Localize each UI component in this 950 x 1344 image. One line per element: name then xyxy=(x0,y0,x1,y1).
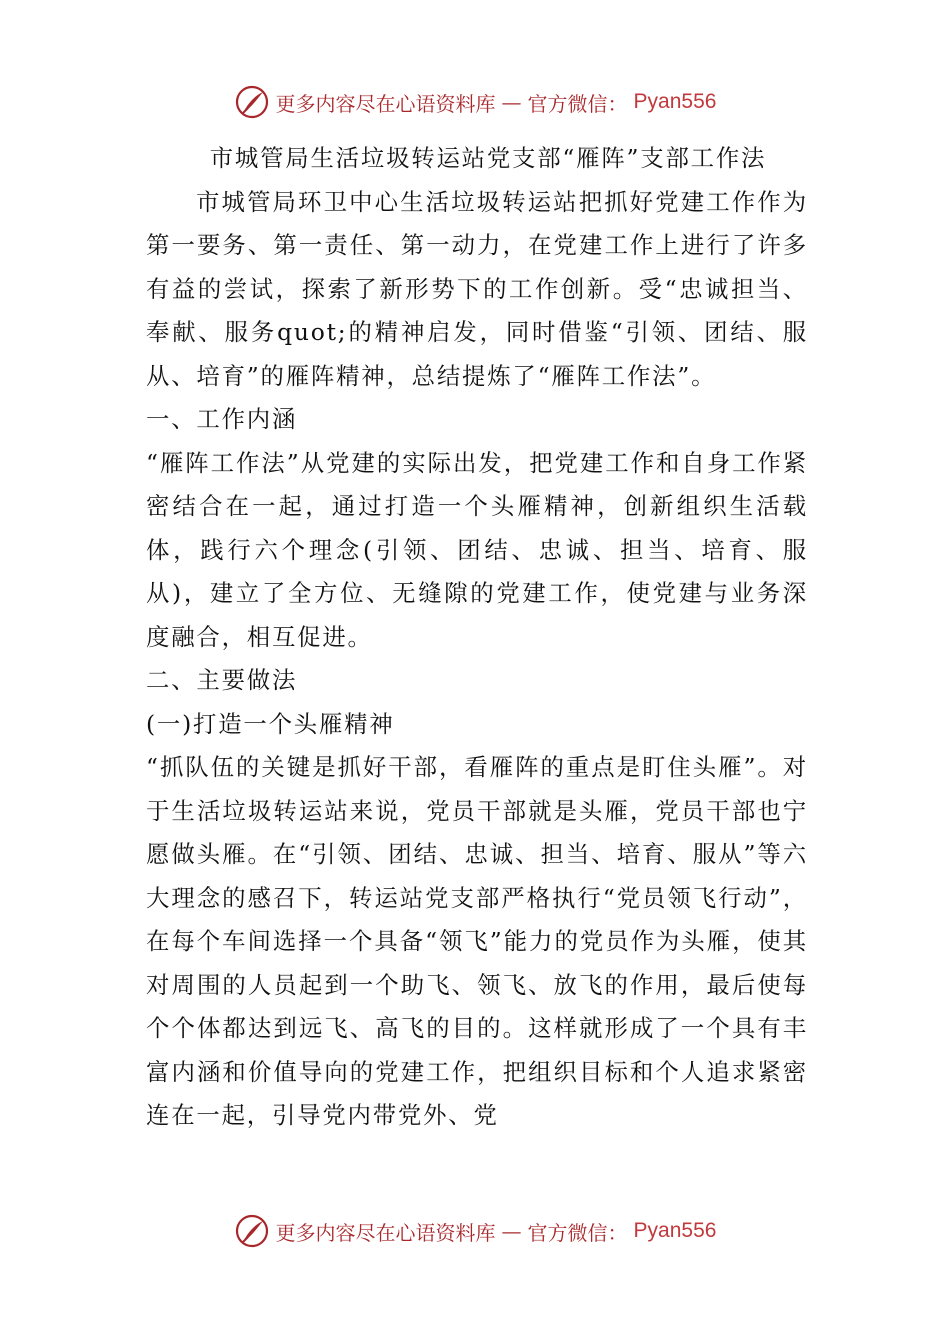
banner-text: 更多内容尽在心语资料库 xyxy=(275,1220,496,1245)
section-heading-2: 二、主要做法 xyxy=(146,666,298,694)
banner-wechat-label: 官方微信： xyxy=(527,91,628,116)
banner-wechat-id: Pyan556 xyxy=(633,1219,717,1242)
quill-logo-icon xyxy=(234,84,270,120)
paragraph-connotation: “雁阵工作法”从党建的实际出发，把党建工作和自身工作紧密结合在一起，通过打造一个头雁精神，创新组织生活载体，践行六个理念(引领、团结、忠诚、担当、培育、服从)，建立了全方位、无缝隙的党建工作，使党建与业务深度融合，相互促进。 xyxy=(146,448,808,651)
document-body xyxy=(146,137,808,1138)
subsection-heading-1: (一)打造一个头雁精神 xyxy=(146,709,395,738)
footer-banner xyxy=(0,1211,950,1251)
document-title: 市城管局生活垃圾转运站党支部“雁阵”支部工作法 xyxy=(209,144,767,172)
banner-dash: — xyxy=(501,1219,522,1243)
section-heading-1: 一、工作内涵 xyxy=(146,405,298,433)
paragraph-intro: 市城管局环卫中心生活垃圾转运站把抓好党建工作作为第一要务、第一责任、第一动力，在党建工作上进行了许多有益的尝试，探索了新形势下的工作创新。受“忠诚担当、奉献、服务quot;的精神启发，同时借鉴“引领、团结、服从、培育”的雁阵精神，总结提炼了“雁阵工作法”。 xyxy=(146,187,808,390)
banner-wechat-id: Pyan556 xyxy=(633,90,717,113)
banner-dash: — xyxy=(501,90,522,114)
header-banner xyxy=(0,82,950,122)
banner-wechat-label: 官方微信： xyxy=(527,1220,628,1245)
paragraph-lead-goose: “抓队伍的关键是抓好干部，看雁阵的重点是盯住头雁”。对于生活垃圾转运站来说，党员干部就是头雁，党员干部也宁愿做头雁。在“引领、团结、忠诚、担当、培育、服从”等六大理念的感召下，转运站党支部严格执行“党员领飞行动”，在每个车间选择一个具备“领飞”能力的党员作为头雁，使其对周围的人员起到一个助飞、领飞、放飞的作用，最后使每个个体都达到远飞、高飞的目的。这样就形成了一个具有丰富内涵和价值导向的党建工作，把组织目标和个人追求紧密连在一起，引导党内带党外、党 xyxy=(146,753,808,1129)
quill-logo-icon xyxy=(234,1213,270,1249)
banner-text: 更多内容尽在心语资料库 xyxy=(275,91,496,116)
